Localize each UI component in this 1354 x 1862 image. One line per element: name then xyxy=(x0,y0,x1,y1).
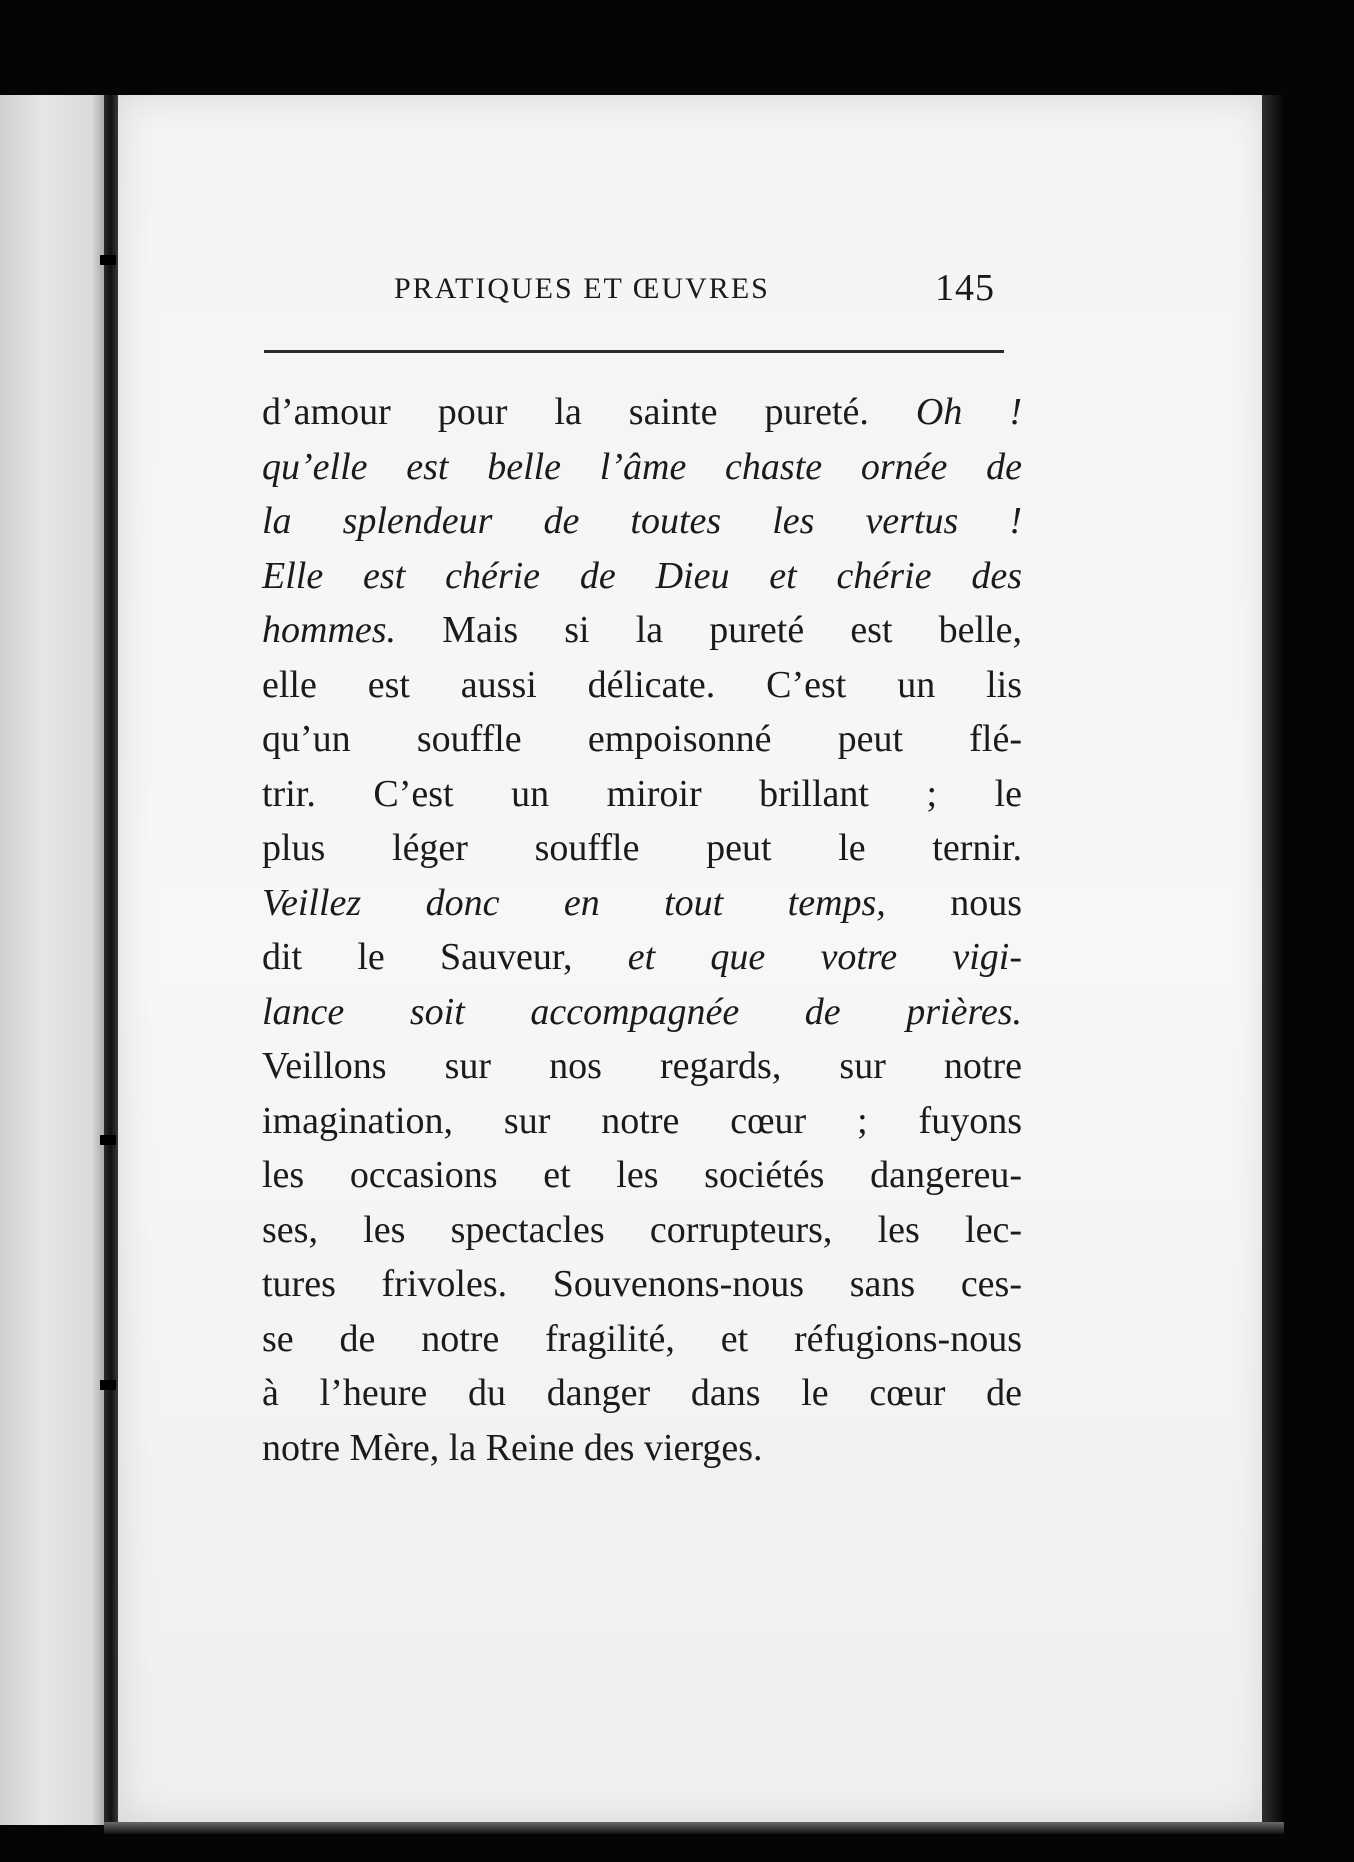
page-bottom-edge xyxy=(104,1822,1284,1834)
body-text xyxy=(262,385,1022,1475)
page-number: 145 xyxy=(935,267,995,309)
text-line xyxy=(262,767,1022,822)
text-line xyxy=(262,821,1022,876)
text-run: plus léger souffle peut le ternir. xyxy=(262,827,1022,869)
italic-run: lance soit accompagnée de prières. xyxy=(262,990,1022,1033)
text-line xyxy=(262,1094,1022,1149)
text-run: Veillons sur nos regards, sur notre xyxy=(262,1045,1022,1087)
text-run: se de notre fragilité, et réfugions-nous xyxy=(262,1317,1022,1360)
italic-run: Elle est chérie de Dieu et chérie des xyxy=(262,554,1022,597)
text-line xyxy=(262,1039,1022,1094)
text-run: elle est aussi délicate. C’est un lis xyxy=(262,663,1022,706)
text-run: imagination, sur notre cœur ; fuyons xyxy=(262,1099,1022,1142)
text-line xyxy=(262,712,1022,767)
text-line xyxy=(262,603,1022,658)
text-run: qu’un souffle empoisonné peut flé- xyxy=(262,718,1022,760)
text-line xyxy=(262,985,1022,1040)
text-line xyxy=(262,494,1022,549)
gutter-mark xyxy=(100,255,116,265)
text-line xyxy=(262,1366,1022,1421)
text-line xyxy=(262,1148,1022,1203)
text-line xyxy=(262,1421,1022,1476)
italic-run: la splendeur de toutes les vertus ! xyxy=(262,500,1022,542)
text-run: les occasions et les sociétés dangereu- xyxy=(262,1154,1022,1196)
text-run: dit le Sauveur, xyxy=(262,936,628,978)
italic-run: Oh ! xyxy=(915,391,1022,433)
header-rule xyxy=(264,350,1004,353)
text-line xyxy=(262,1257,1022,1312)
text-line xyxy=(262,658,1022,713)
text-run: Mais si la pureté est belle, xyxy=(396,609,1022,651)
text-run: trir. C’est un miroir brillant ; le xyxy=(262,772,1022,815)
text-run: ses, les spectacles corrupteurs, les lec- xyxy=(262,1208,1022,1251)
text-run: notre Mère, la Reine des vierges. xyxy=(262,1426,763,1469)
page-right-edge xyxy=(1262,95,1282,1830)
book-spine xyxy=(104,95,118,1825)
text-line xyxy=(262,440,1022,495)
running-head: PRATIQUES ET ŒUVRES xyxy=(394,272,770,305)
gutter-mark xyxy=(100,1380,116,1390)
facing-page-edge xyxy=(0,95,108,1825)
text-line xyxy=(262,1203,1022,1258)
text-line xyxy=(262,930,1022,985)
text-run: à l’heure du danger dans le cœur de xyxy=(262,1372,1022,1414)
text-line xyxy=(262,876,1022,931)
italic-run: qu’elle est belle l’âme chaste ornée de xyxy=(262,445,1022,488)
text-line xyxy=(262,385,1022,440)
gutter-mark xyxy=(100,1135,116,1145)
text-run: nous xyxy=(885,881,1022,924)
text-run: tures frivoles. Souvenons-nous sans ces- xyxy=(262,1263,1022,1305)
italic-run: et que votre vigi- xyxy=(627,936,1022,978)
italic-run: Veillez donc en tout temps, xyxy=(262,881,886,924)
text-line xyxy=(262,549,1022,604)
italic-run: hommes. xyxy=(262,609,397,651)
text-line xyxy=(262,1312,1022,1367)
text-run: d’amour pour la sainte pureté. xyxy=(262,391,916,433)
